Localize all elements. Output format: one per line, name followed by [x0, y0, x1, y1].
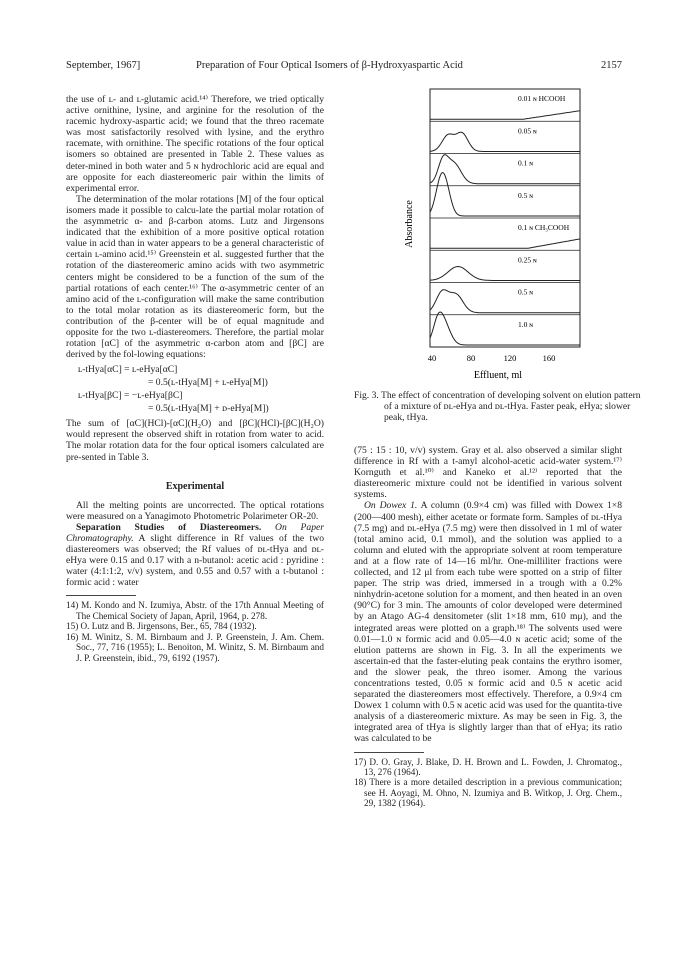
panel-label: 0.01 ɴ HCOOH — [518, 94, 566, 103]
left-column — [66, 94, 324, 663]
paragraph — [354, 500, 622, 744]
panel-label: 0.05 ɴ — [518, 126, 537, 136]
footnote: 18) There is a more detailed description in a previous communication; see H. Aoyagi, M. Ohno, N. Izumiya and B. Witkop, J. Org. Chem., 29, 1382 (1964). — [354, 777, 622, 809]
equation-line: ʟ-tHya[αC] = ʟ-eHya[αC] — [78, 364, 178, 376]
panel-label: 0.1 ɴ CH₃COOH — [518, 223, 570, 232]
elution-curve — [430, 267, 580, 281]
equation-line: = 0.5(ʟ-tHya[M] + ʟ-eHya[M]) — [148, 377, 268, 389]
elution-curve — [430, 173, 580, 216]
footnotes — [354, 757, 622, 809]
paragraph: The sum of [αC](HCl)-[αC](H₂O) and [βC](HCl)-[βC](H₂O) would represent the observed shift in rotation from water to acid. The molar rotation data for the four optical isomers calculated are pre-sented in Table 3. — [66, 418, 324, 463]
elution-curve — [430, 155, 580, 184]
subsection-subheading: On Dowex 1. — [364, 500, 418, 512]
paragraph-text: A column (0.9×4 cm) was filled with Dowex 1×8 (200—400 mesh), either acetate or formate form. Samples of ᴅʟ-tHya (7.5 mg) and ᴅʟ-eHya (7.5 mg) were then dissolved in 1 ml of water (total amino acid, 0.1 mmol), and the solution was applied to a column and eluted with the appropriate solvent at room temperature and at a flow rate of 14—16 ml/hr. One-milliliter fractions were collected, and 12 μl from each tube were spotted on a strip of filter paper. The strip was dried, immersed in a trough with a 0.2% ninhydrin-acetone solution for a moment, and then heated in an oven (90°C) for 3 min. The amounts of color developed were determined by an Atago AG-4 densitometer (slit 1×18 mm, 610 mμ), and the integrated areas were plotted on a graph.¹⁸⁾ The solvents used were 0.01—1.0 ɴ formic acid and 0.05—4.0 ɴ acetic acid; some of the elution patterns are shown in Fig. 3. In all the experiments we ascertain-ed that the faster-eluting peak contains the erythro isomer, and the slower peak, the threo isomer. Among the various concentrations tested, 0.05 ɴ formic acid and 0.5 ɴ acetic acid separated the diastereomers most effectively. Therefore, a 0.9×4 cm Dowex 1 column with 0.5 ɴ acetic acid was used for the quantita-tive analysis of a diastereomeric mixture. As may be seen in Fig. 3, the integrated area of tHya is slightly larger than that of eHya; its ratio was calculated to be — [354, 500, 622, 745]
paragraph: All the melting points are uncorrected. The optical rotations were measured on a Yanagimoto Photometric Polarimeter OR-20. — [66, 499, 324, 522]
elution-curve — [430, 312, 580, 345]
x-tick-label: 120 — [503, 353, 517, 363]
panel-label: 1.0 ɴ — [518, 319, 533, 329]
panel-label: 0.5 ɴ — [518, 287, 533, 297]
x-tick-label: 80 — [466, 353, 476, 363]
x-tick-label: 40 — [427, 353, 437, 363]
footnotes — [66, 600, 324, 662]
panel-label: 0.1 ɴ — [518, 158, 533, 168]
panel-label: 0.25 ɴ — [518, 255, 537, 265]
paragraph — [66, 522, 324, 589]
equation-line: = 0.5(ʟ-tHya[M] + ᴅ-eHya[M]) — [148, 403, 269, 415]
footnote-rule — [354, 752, 424, 753]
footnote: 15) O. Lutz and B. Jirgensons, Ber., 65, 784 (1932). — [66, 621, 257, 632]
paragraph: (75 : 15 : 10, v/v) system. Gray et al. also observed a similar slight difference in Rf with a t-amyl alcohol-acetic acid-water system.¹⁷⁾ Kornguth et al.¹⁰⁾ and Kaneko et al.¹²⁾ reported that the diastereomeric mixture could not be identified in various solvent systems. — [354, 445, 622, 501]
footnote: 16) M. Winitz, S. M. Birnbaum and J. P. Greenstein, J. Am. Chem. Soc., 77, 716 (1955); L. Benoiton, M. Winitz, S. M. Birnbaum and J. P. Greenstein, ibid., 79, 6192 (1957). — [66, 631, 324, 663]
equation-block — [78, 363, 324, 415]
elution-curve — [430, 287, 580, 313]
right-column — [354, 445, 622, 809]
subsection-subheading: On Paper Chromatography. — [66, 521, 324, 544]
y-axis-label: Absorbance — [404, 200, 415, 248]
subsection-heading: Separation Studies of Diastereomers. — [76, 521, 262, 533]
footnote: 17) D. O. Gray, J. Blake, D. H. Brown and L. Fowden, J. Chromatog., 13, 276 (1964). — [354, 756, 622, 777]
figure-caption: Fig. 3. The effect of concentration of developing solvent on elution pattern of a mixture of ᴅʟ-eHya and ᴅʟ-tHya. Faster peak, eHya; slower peak, tHya. — [354, 390, 641, 423]
page-number: 2157 — [601, 60, 622, 71]
paragraph-text: A slight difference in Rf values of the two diastereomers was observed; the Rf values of ᴅʟ-tHya and ᴅʟ-eHya were 0.15 and 0.17 with a n-butanol: acetic acid : pyridine : water (4:1:1:2, v/v) system, and 0.55 and 0.57 with a t-butanol : formic acid : water — [66, 533, 325, 589]
footnote: 14) M. Kondo and N. Izumiya, Abstr. of the 17th Annual Meeting of The Chemical Society of Japan, April, 1964, p. 278. — [66, 600, 324, 621]
elution-chart — [358, 86, 626, 396]
running-title: Preparation of Four Optical Isomers of β-Hydroxyaspartic Acid — [196, 60, 463, 71]
panel-label: 0.5 ɴ — [518, 190, 533, 200]
elution-curve — [430, 111, 580, 120]
paragraph: the use of ʟ- and ʟ-glutamic acid.¹⁴⁾ Therefore, we tried optically active ornithine, lysine, and arginine for the resolution of the racemic hydroxy-aspartic acid; we found that the threo racemate was most satisfactorily resolved with lysine, and the erythro racemate, with ornithine. The specific rotations of the four optical isomers so obtained are presented in Table 2. These values as deter-mined in both water and 5 ɴ hydrochloric acid are equal and are opposite for each diastereomeric pair within the limits of experimental error. — [66, 94, 324, 194]
elution-curve — [430, 239, 580, 248]
equation-line: ʟ-tHya[βC] = −ʟ-eHya[βC] — [78, 390, 183, 402]
x-axis-label: Effluent, ml — [473, 370, 523, 381]
x-tick-label: 160 — [542, 353, 556, 363]
header-date: September, 1967] — [66, 60, 141, 71]
elution-curve — [430, 132, 580, 151]
footnote-rule — [66, 595, 136, 596]
section-heading: Experimental — [165, 480, 225, 492]
paragraph: The determination of the molar rotations [M] of the four optical isomers made it possible to calcu-late the partial molar rotation of the asymmetric α- and β-carbon atoms. Lutz and Jirgensons indicated that the exhibition of a more positive optical rotation value in acid than in water appears to be a general characteristic of certain ʟ-amino acid.¹⁵⁾ Greenstein et al. suggested further that the rotation of the diastereomeric amino acids with two asymmetric centers might be considered to be a function of the sum of the partial rotations of each center.¹⁶⁾ The α-asymmetric center of an amino acid of the ʟ-configuration will make the same contribution to the total molar rotation as its diastereomeric form, but the contribution of the β-center will be of equal magnitude and opposite for the two ʟ-diastereomers. Therefore, the partial molar rotation [αC] of the asymmetric α-carbon atom and [βC] are derived by the fol-lowing equations: — [66, 193, 324, 361]
figure-3 — [354, 86, 641, 423]
